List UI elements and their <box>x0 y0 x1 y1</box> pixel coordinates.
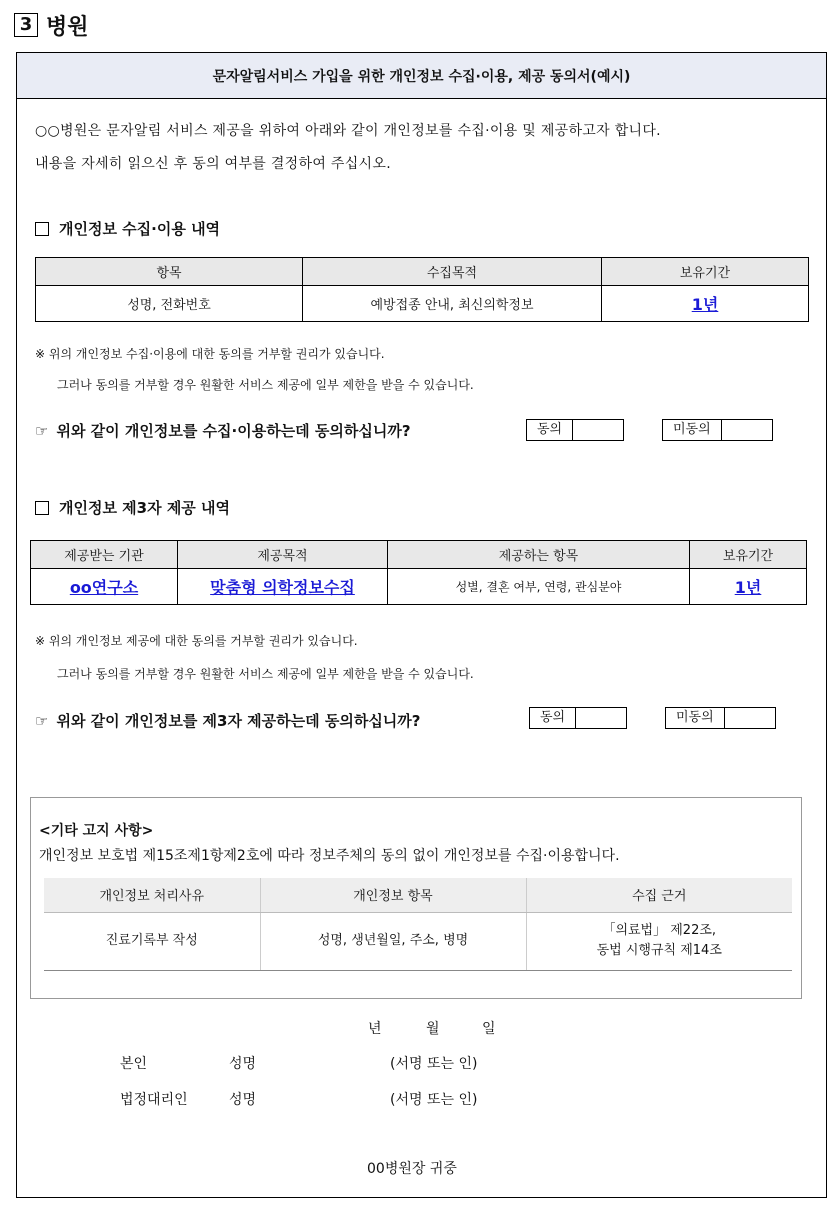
agree-label: 동의 <box>530 708 576 728</box>
form-title: 문자알림서비스 가입을 위한 개인정보 수집·이용, 제공 동의서(예시) <box>17 53 826 99</box>
table-row <box>36 286 809 322</box>
proxy-name-label: 성명 <box>229 1092 257 1108</box>
table-header-row <box>31 541 807 569</box>
table-row <box>44 912 792 970</box>
other-notice-table <box>44 878 792 971</box>
agree-checkbox[interactable] <box>573 420 623 440</box>
other-notice-box <box>30 797 802 999</box>
cell-purpose: 예방접종 안내, 최신의학정보 <box>303 286 602 322</box>
cell-reason: 진료기록부 작성 <box>44 912 260 970</box>
col-items: 제공하는 항목 <box>388 541 690 569</box>
cell-period <box>602 286 809 322</box>
cell-items: 성별, 결혼 여부, 연령, 관심분야 <box>388 569 690 605</box>
date-month: 월 <box>426 1021 440 1037</box>
third-party-disagree-choice[interactable] <box>665 707 776 729</box>
self-sign-hint: (서명 또는 인) <box>390 1056 478 1072</box>
intro-line-2: 내용을 자세히 읽으신 후 동의 여부를 결정하여 주십시오. <box>35 156 391 172</box>
third-party-heading <box>35 497 230 518</box>
col-purpose: 제공목적 <box>178 541 388 569</box>
section-number: 3 <box>14 13 38 37</box>
self-label: 본인 <box>120 1056 148 1072</box>
pointing-hand-icon: ☞ <box>35 421 49 440</box>
third-party-question-text: 위와 같이 개인정보를 제3자 제공하는데 동의하십니까? <box>56 712 421 730</box>
col-items: 개인정보 항목 <box>260 878 526 912</box>
cell-items: 성명, 생년월일, 주소, 병명 <box>260 912 526 970</box>
date-day: 일 <box>482 1021 496 1037</box>
collection-table <box>35 257 809 322</box>
consent-form <box>16 52 827 1198</box>
cell-purpose <box>178 569 388 605</box>
col-period: 보유기간 <box>602 258 809 286</box>
agree-checkbox[interactable] <box>576 708 626 728</box>
cell-recipient <box>31 569 178 605</box>
square-icon <box>35 501 49 515</box>
col-purpose: 수집목적 <box>303 258 602 286</box>
intro-line-1: ○○병원은 문자알림 서비스 제공을 위하여 아래와 같이 개인정보를 수집·이용 및 제공하고자 합니다. <box>35 123 661 139</box>
recipient-link[interactable]: oo연구소 <box>69 578 139 597</box>
collection-disagree-choice[interactable] <box>662 419 773 441</box>
basis-line-2: 동법 시행규칙 제14조 <box>596 943 722 958</box>
table-header-row <box>44 878 792 912</box>
recipient-hospital: 00병원장 귀중 <box>367 1161 457 1177</box>
period-link[interactable]: 1년 <box>734 578 762 597</box>
disagree-checkbox[interactable] <box>725 708 775 728</box>
collection-heading-text: 개인정보 수집·이용 내역 <box>59 220 221 238</box>
third-party-question <box>35 710 420 731</box>
collection-question-text: 위와 같이 개인정보를 수집·이용하는데 동의하십니까? <box>56 422 411 440</box>
col-recipient: 제공받는 기관 <box>31 541 178 569</box>
collection-agree-choice[interactable] <box>526 419 624 441</box>
table-row <box>31 569 807 605</box>
proxy-label: 법정대리인 <box>120 1092 188 1108</box>
date-year: 년 <box>368 1021 382 1037</box>
col-reason: 개인정보 처리사유 <box>44 878 260 912</box>
collection-question <box>35 420 411 441</box>
cell-basis <box>526 912 792 970</box>
pointing-hand-icon: ☞ <box>35 711 49 730</box>
agree-label: 동의 <box>527 420 573 440</box>
third-party-note-1: ※ 위의 개인정보 제공에 대한 동의를 거부할 권리가 있습니다. <box>35 634 358 648</box>
collection-note-2: 그러나 동의를 거부할 경우 원활한 서비스 제공에 일부 제한을 받을 수 있습니다. <box>57 378 474 392</box>
disagree-label: 미동의 <box>663 420 722 440</box>
other-notice-desc: 개인정보 보호법 제15조제1항제2호에 따라 정보주체의 동의 없이 개인정보를 수집·이용합니다. <box>39 848 620 864</box>
third-party-note-2: 그러나 동의를 거부할 경우 원활한 서비스 제공에 일부 제한을 받을 수 있습니다. <box>57 667 474 681</box>
period-link[interactable]: 1년 <box>691 295 719 314</box>
col-items: 항목 <box>36 258 303 286</box>
proxy-sign-hint: (서명 또는 인) <box>390 1092 478 1108</box>
col-basis: 수집 근거 <box>526 878 792 912</box>
cell-items: 성명, 전화번호 <box>36 286 303 322</box>
third-party-heading-text: 개인정보 제3자 제공 내역 <box>59 499 231 517</box>
section-name: 병원 <box>46 14 89 40</box>
third-party-agree-choice[interactable] <box>529 707 627 729</box>
section-title <box>14 8 89 42</box>
col-period: 보유기간 <box>690 541 807 569</box>
self-name-label: 성명 <box>229 1056 257 1072</box>
square-icon <box>35 222 49 236</box>
purpose-link[interactable]: 맞춤형 의학정보수집 <box>210 578 355 597</box>
other-notice-title: <기타 고지 사항> <box>39 823 154 839</box>
disagree-checkbox[interactable] <box>722 420 772 440</box>
disagree-label: 미동의 <box>666 708 725 728</box>
cell-period <box>690 569 807 605</box>
basis-line-1: 「의료법」 제22조, <box>602 923 717 938</box>
collection-heading <box>35 218 220 239</box>
third-party-table <box>30 540 807 605</box>
table-header-row <box>36 258 809 286</box>
collection-note-1: ※ 위의 개인정보 수집·이용에 대한 동의를 거부할 권리가 있습니다. <box>35 347 385 361</box>
